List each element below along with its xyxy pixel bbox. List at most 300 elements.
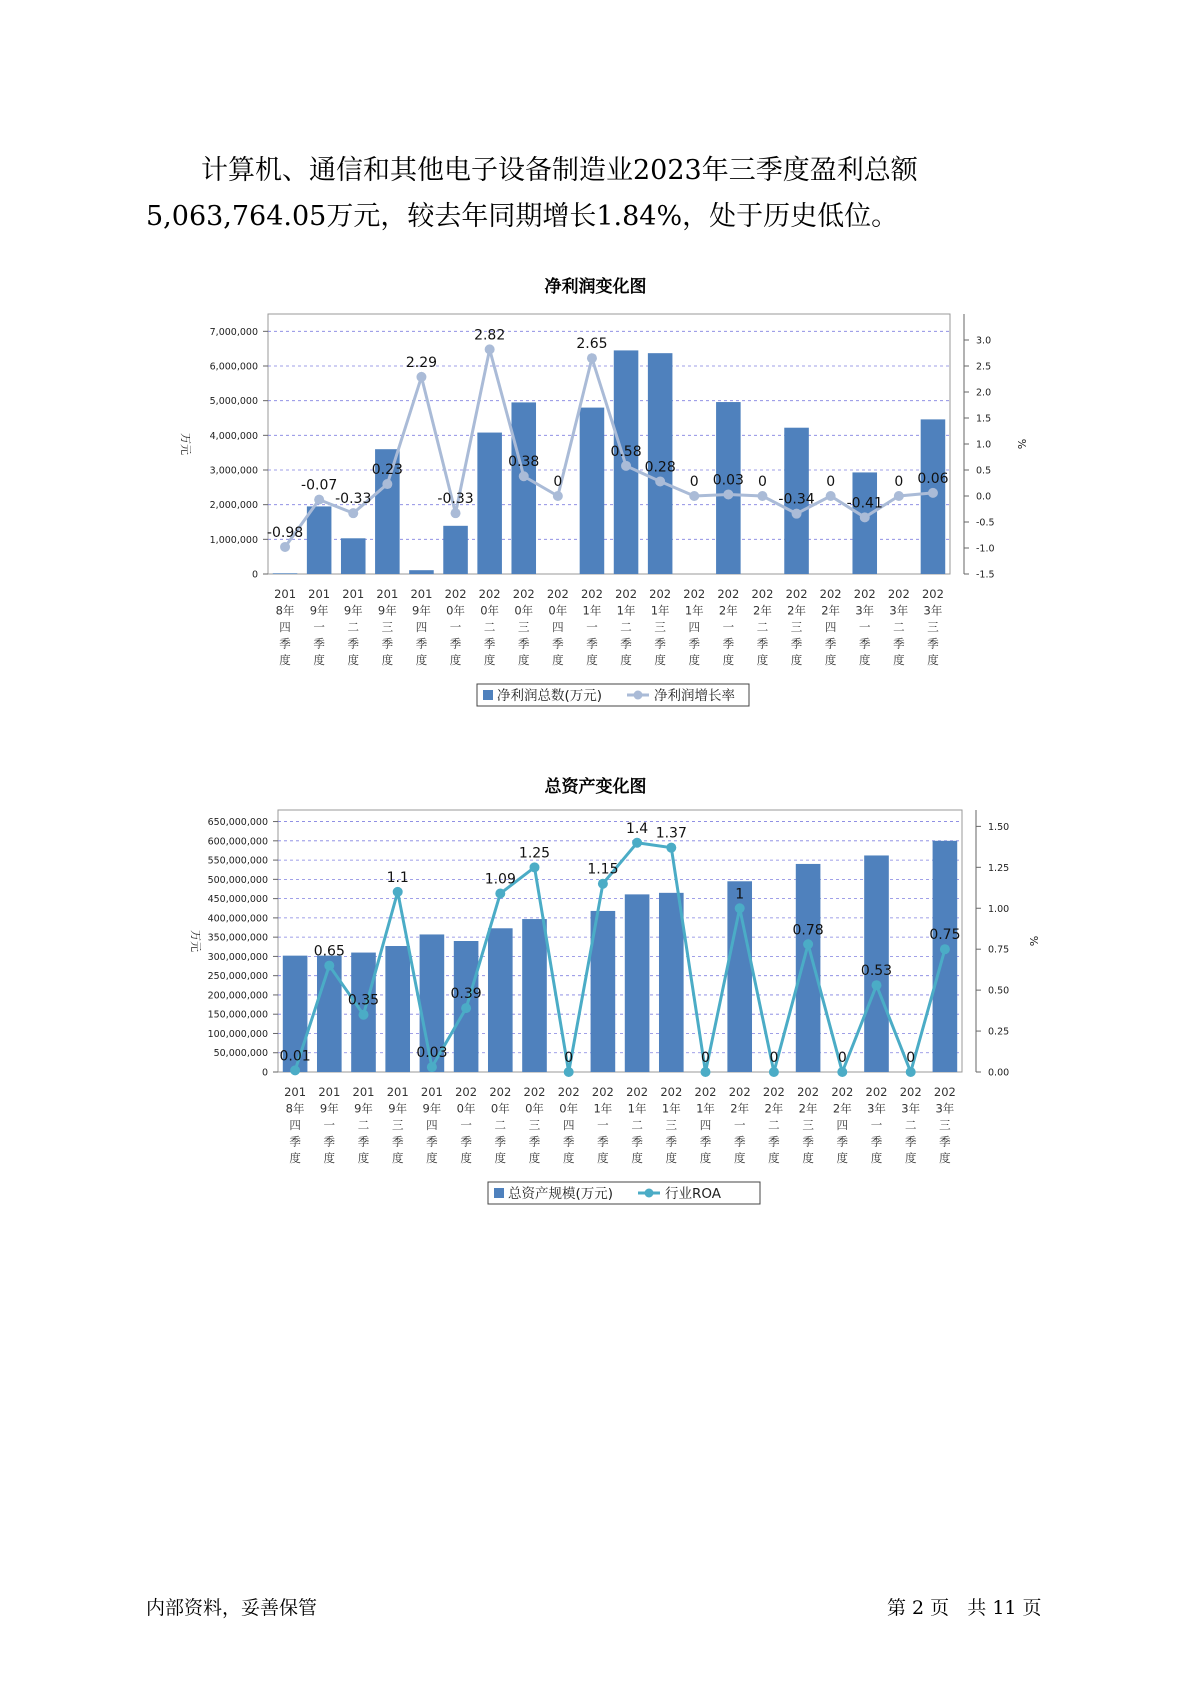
x-tick-label: 一 [313,620,325,634]
x-tick-label: 201 [420,1085,443,1099]
line-point [803,939,813,949]
x-tick-label: 3年 [889,603,909,618]
x-tick-label: 一 [597,1118,609,1132]
bar [385,946,410,1072]
x-tick-label: 2年 [753,603,772,618]
x-tick-label: 202 [660,1085,683,1099]
x-tick-label: 度 [688,653,700,667]
x-tick-label: 202 [899,1085,922,1099]
y-left-tick-label: 300,000,000 [207,951,268,963]
y-left-tick-label: 600,000,000 [207,836,268,848]
legend-line-marker [634,691,643,700]
x-tick-label: 201 [342,587,365,601]
x-tick-label: 9年 [354,1101,373,1116]
data-label: 2.29 [405,354,438,371]
x-tick-label: 202 [887,587,910,601]
x-tick-label: 度 [756,653,769,667]
line-point [348,508,358,518]
x-tick-label: 季 [528,1134,541,1149]
x-tick-label: 一 [323,1118,336,1132]
x-tick-label: 8年 [275,603,295,618]
data-label: 1 [735,886,745,903]
summary-paragraph [146,148,1076,240]
y-left-tick-label: 0 [251,569,258,581]
data-label: 1.15 [587,861,619,878]
y-right-tick-label: 3.0 [976,335,992,347]
x-tick-label: 四 [836,1118,849,1132]
x-tick-label: 0年 [456,1101,476,1116]
data-label: 0.39 [450,986,482,1003]
x-tick-label: 2年 [764,1101,784,1116]
line-point [553,491,563,501]
x-tick-label: 一 [722,620,735,634]
x-tick-label: 1年 [582,603,602,618]
line-point [564,1067,574,1077]
x-tick-label: 9年 [412,603,431,618]
x-tick-label: 季 [904,1134,917,1149]
line-point [826,491,836,501]
legend-bar-label: 净利润总数(万元) [497,688,603,704]
net-profit-chart [160,300,1028,720]
x-tick-label: 季 [391,1134,404,1149]
x-tick-label: 季 [562,1134,575,1149]
x-tick-label: 度 [699,1151,712,1165]
x-tick-label: 四 [562,1118,575,1132]
data-label: 0 [769,1050,779,1066]
x-tick-label: 1年 [627,1101,647,1116]
y-left-tick-label: 350,000,000 [207,932,268,944]
y-left-tick-label: 150,000,000 [207,1009,268,1021]
x-tick-label: 季 [790,636,803,651]
x-tick-label: 9年 [422,1101,442,1116]
x-tick-label: 四 [699,1118,712,1132]
x-tick-label: 四 [552,620,564,634]
x-tick-label: 一 [586,620,598,634]
x-tick-label: 201 [376,587,399,601]
data-label: 0 [757,474,767,490]
x-tick-label: 8年 [285,1101,305,1116]
y-left-tick-label: 450,000,000 [207,894,268,906]
x-tick-label: 202 [785,587,808,601]
x-tick-label: 三 [391,1118,404,1132]
total-assets-chart [160,800,1040,1220]
x-tick-label: 二 [357,1118,370,1132]
x-tick-label: 三 [654,620,666,634]
data-label: 2.65 [576,336,608,353]
data-label: 0.78 [792,922,824,939]
summary-line-1: 计算机、通信和其他电子设备制造业2023年三季度盈利总额 [201,155,918,186]
line-point [689,491,699,501]
data-label: 0 [564,1050,574,1066]
y-right-tick-label: 1.0 [976,439,992,451]
x-tick-label: 0年 [480,603,500,618]
data-label: 1.1 [386,869,409,886]
x-tick-label: 二 [494,1118,507,1132]
data-label: 0 [701,1050,710,1066]
x-tick-label: 度 [665,1151,678,1165]
line-point [701,1067,711,1077]
bar [852,472,877,574]
x-tick-label: 一 [449,620,462,634]
data-label: 1.09 [484,871,516,888]
line-point [655,476,665,486]
x-tick-label: 202 [933,1085,956,1099]
line-point [757,491,767,501]
x-tick-label: 季 [802,1134,814,1149]
x-tick-label: 度 [426,1151,438,1165]
x-tick-label: 202 [728,1085,751,1099]
x-tick-label: 三 [927,620,939,634]
legend-line-label: 行业ROA [665,1186,722,1202]
y-left-tick-label: 550,000,000 [207,855,268,867]
y-left-tick-label: 100,000,000 [207,1028,268,1040]
data-label: 0.75 [929,927,961,944]
data-label: -0.34 [778,491,815,508]
x-tick-label: 季 [722,636,735,651]
y-left-tick-label: 7,000,000 [209,326,258,338]
x-tick-label: 202 [921,587,944,601]
data-label: 0 [689,474,699,490]
x-tick-label: 0年 [525,1101,544,1116]
data-label: 2.82 [474,327,506,344]
bar [317,956,342,1072]
x-tick-label: 季 [699,1134,712,1149]
x-tick-label: 季 [939,1134,951,1149]
y-left-tick-label: 1,000,000 [209,534,258,546]
data-label: 0.01 [279,1048,311,1065]
x-tick-label: 202 [819,587,842,601]
y-left-tick-label: 250,000,000 [207,971,268,983]
y-left-tick-label: 650,000,000 [207,817,268,829]
bar [522,919,547,1072]
x-tick-label: 0年 [548,603,568,618]
x-tick-label: 度 [870,1151,883,1165]
line-point [495,889,505,899]
bar [443,526,468,574]
bar [273,573,298,574]
legend-line-marker [645,1189,654,1198]
x-tick-label: 度 [313,653,325,667]
x-tick-label: 度 [722,653,735,667]
x-tick-label: 季 [494,1134,507,1149]
x-tick-label: 一 [870,1118,883,1132]
x-tick-label: 二 [631,1118,643,1132]
x-tick-label: 0年 [514,603,534,618]
x-tick-label: 二 [904,1118,917,1132]
line-point [324,961,334,971]
line-point [860,512,870,522]
x-tick-label: 度 [597,1151,609,1165]
x-tick-label: 度 [836,1151,849,1165]
bar [659,893,684,1072]
x-tick-label: 度 [893,653,905,667]
data-label: 0 [906,1050,916,1066]
y-right-tick-label: 1.50 [988,821,1010,833]
data-label: 0.28 [644,459,676,476]
x-tick-label: 季 [415,636,428,651]
x-tick-label: 1年 [696,1101,715,1116]
x-tick-label: 度 [415,653,428,667]
y-left-tick-label: 50,000,000 [213,1048,268,1060]
data-label: 0.65 [313,943,345,960]
x-tick-label: 202 [489,1085,512,1099]
x-tick-label: 9年 [309,603,329,618]
x-tick-label: 三 [381,620,394,634]
line-point [598,879,608,889]
x-tick-label: 2年 [832,1101,852,1116]
x-tick-label: 季 [426,1134,438,1149]
y-left-tick-label: 5,000,000 [209,396,258,408]
data-label: 1.37 [655,825,687,842]
y-right-tick-label: 0.50 [988,985,1010,997]
x-tick-label: 度 [357,1151,370,1165]
line-point [940,944,950,954]
data-label: 0.53 [860,963,893,980]
x-tick-label: 度 [904,1151,917,1165]
bar [796,864,821,1072]
x-tick-label: 季 [620,636,632,651]
data-label: 1.25 [518,845,551,862]
x-tick-label: 度 [939,1151,951,1165]
x-tick-label: 季 [893,636,905,651]
x-tick-label: 季 [347,636,359,651]
x-tick-label: 度 [733,1151,746,1165]
line-point [837,1067,847,1077]
x-tick-label: 度 [381,653,394,667]
data-label: 0 [553,474,563,490]
x-tick-label: 度 [279,653,291,667]
footer-page-number: 第 2 页 共 11 页 [887,1597,1042,1619]
x-tick-label: 三 [802,1118,814,1132]
x-tick-label: 度 [631,1151,643,1165]
x-tick-label: 四 [289,1118,301,1132]
x-tick-label: 202 [626,1085,649,1099]
line-point [382,479,392,489]
x-tick-label: 四 [688,620,700,634]
x-tick-label: 202 [512,587,535,601]
x-tick-label: 季 [449,636,462,651]
x-tick-label: 季 [323,1134,336,1149]
x-tick-label: 季 [756,636,769,651]
x-tick-label: 四 [426,1118,438,1132]
x-tick-label: 季 [688,636,700,651]
line-point [792,509,802,519]
x-tick-label: 9年 [388,1101,408,1116]
line-point [632,838,642,848]
summary-line-2: 5,063,764.05万元，较去年同期增长1.84%，处于历史低位。 [146,201,899,232]
x-tick-label: 1年 [593,1101,613,1116]
bar [488,928,513,1072]
x-tick-label: 度 [323,1151,336,1165]
bar [933,841,958,1072]
y-right-tick-label: 1.00 [988,903,1010,915]
line-point [280,542,290,552]
x-tick-label: 季 [654,636,666,651]
x-tick-label: 季 [586,636,598,651]
x-tick-label: 度 [391,1151,404,1165]
y-left-tick-label: 6,000,000 [209,361,258,373]
x-tick-label: 2年 [798,1101,818,1116]
x-tick-label: 季 [927,636,939,651]
x-tick-label: 度 [824,653,837,667]
line-point [769,1067,779,1077]
x-tick-label: 四 [415,620,428,634]
x-tick-label: 四 [824,620,837,634]
bar [307,506,332,574]
data-label: 0.06 [917,470,949,487]
x-tick-label: 二 [756,620,769,634]
x-tick-label: 2年 [821,603,841,618]
x-tick-label: 1年 [616,603,636,618]
y-right-tick-label: 0.75 [988,944,1010,956]
x-tick-label: 201 [308,587,331,601]
x-tick-label: 一 [733,1118,746,1132]
x-tick-label: 202 [797,1085,820,1099]
x-tick-label: 季 [552,636,564,651]
data-label: 0 [837,1050,847,1066]
x-tick-label: 度 [552,653,564,667]
data-label: 0.03 [712,472,744,489]
x-tick-label: 201 [284,1085,307,1099]
y-right-axis-label: % [1015,438,1028,450]
y-right-axis-label: % [1027,935,1040,947]
x-tick-label: 202 [523,1085,546,1099]
data-label: -0.98 [266,524,304,541]
x-tick-label: 度 [859,653,871,667]
line-point [621,461,631,471]
x-tick-label: 四 [279,620,291,634]
data-label: -0.33 [437,491,474,508]
x-tick-label: 202 [591,1085,614,1099]
x-tick-label: 3年 [923,603,943,618]
data-label: -0.41 [846,495,883,512]
x-tick-label: 季 [665,1134,678,1149]
x-tick-label: 202 [831,1085,854,1099]
x-tick-label: 季 [460,1134,472,1149]
x-tick-label: 3年 [867,1101,886,1116]
x-tick-label: 202 [580,587,603,601]
data-label: -0.07 [301,477,338,494]
x-tick-label: 202 [853,587,876,601]
x-tick-label: 3年 [855,603,875,618]
x-tick-label: 季 [733,1134,746,1149]
bar [511,402,536,574]
x-tick-label: 2年 [787,603,806,618]
data-label: 0 [894,474,904,490]
x-tick-label: 季 [836,1134,849,1149]
line-point [485,344,495,354]
x-tick-label: 度 [586,653,598,667]
bar [625,894,650,1072]
x-tick-label: 季 [518,636,530,651]
x-tick-label: 3年 [935,1101,955,1116]
legend-bar-swatch [494,1188,504,1198]
x-tick-label: 二 [483,620,496,634]
y-left-tick-label: 3,000,000 [209,465,258,477]
y-right-tick-label: 1.5 [976,413,992,425]
x-tick-label: 0年 [446,603,465,618]
x-tick-label: 度 [620,653,632,667]
x-tick-label: 202 [615,587,638,601]
x-tick-label: 9年 [377,603,397,618]
x-tick-label: 度 [494,1151,507,1165]
y-left-axis-label: 万元 [189,930,202,952]
x-tick-label: 季 [768,1134,780,1149]
line-point [928,488,938,498]
data-label: 0.23 [371,462,403,479]
x-tick-label: 2年 [730,1101,750,1116]
y-left-tick-label: 4,000,000 [209,430,258,442]
x-tick-label: 三 [939,1118,951,1132]
x-tick-label: 0年 [490,1101,510,1116]
x-tick-label: 度 [483,653,496,667]
y-right-tick-label: -1.0 [976,543,995,555]
data-label: 0.35 [347,992,380,1009]
x-tick-label: 202 [557,1085,580,1099]
data-label: 0.03 [416,1045,448,1062]
line-point [894,491,904,501]
data-label: 0 [826,474,836,490]
x-tick-label: 季 [357,1134,370,1149]
chart-title-net-profit: 净利润变化图 [544,277,647,297]
x-tick-label: 202 [444,587,467,601]
x-tick-label: 202 [546,587,569,601]
legend-bar-swatch [483,690,493,700]
line-point [735,903,745,913]
x-tick-label: 202 [762,1085,785,1099]
chart-title-total-assets: 总资产变化图 [544,777,647,797]
x-tick-label: 二 [893,620,905,634]
x-tick-label: 0年 [559,1101,579,1116]
line-point [530,862,540,872]
line-point [451,508,461,518]
x-tick-label: 1年 [650,603,670,618]
x-tick-label: 季 [289,1134,301,1149]
y-left-tick-label: 2,000,000 [209,500,258,512]
line-point [359,1010,369,1020]
data-label: -0.33 [335,491,372,508]
x-tick-label: 三 [528,1118,541,1132]
x-tick-label: 度 [927,653,939,667]
x-tick-label: 二 [768,1118,780,1132]
x-tick-label: 度 [768,1151,780,1165]
legend-line-label: 净利润增长率 [654,688,735,704]
line-point [416,372,426,382]
x-tick-label: 202 [649,587,672,601]
x-tick-label: 季 [859,636,871,651]
y-right-tick-label: 1.25 [988,862,1010,874]
x-tick-label: 201 [318,1085,341,1099]
x-tick-label: 三 [665,1118,678,1132]
line-point [461,1003,471,1013]
x-tick-label: 季 [631,1134,643,1149]
x-tick-label: 1年 [661,1101,681,1116]
x-tick-label: 1年 [684,603,704,618]
x-tick-label: 二 [620,620,632,634]
line-point [872,980,882,990]
x-tick-label: 9年 [319,1101,339,1116]
y-right-tick-label: 0.5 [976,465,992,477]
line-point [393,887,403,897]
x-tick-label: 一 [859,620,871,634]
bar [580,408,605,574]
x-tick-label: 202 [694,1085,717,1099]
y-right-tick-label: 2.0 [976,387,992,399]
x-tick-label: 度 [518,653,530,667]
plot-area [268,314,950,574]
x-tick-label: 一 [460,1118,472,1132]
x-tick-label: 202 [455,1085,478,1099]
